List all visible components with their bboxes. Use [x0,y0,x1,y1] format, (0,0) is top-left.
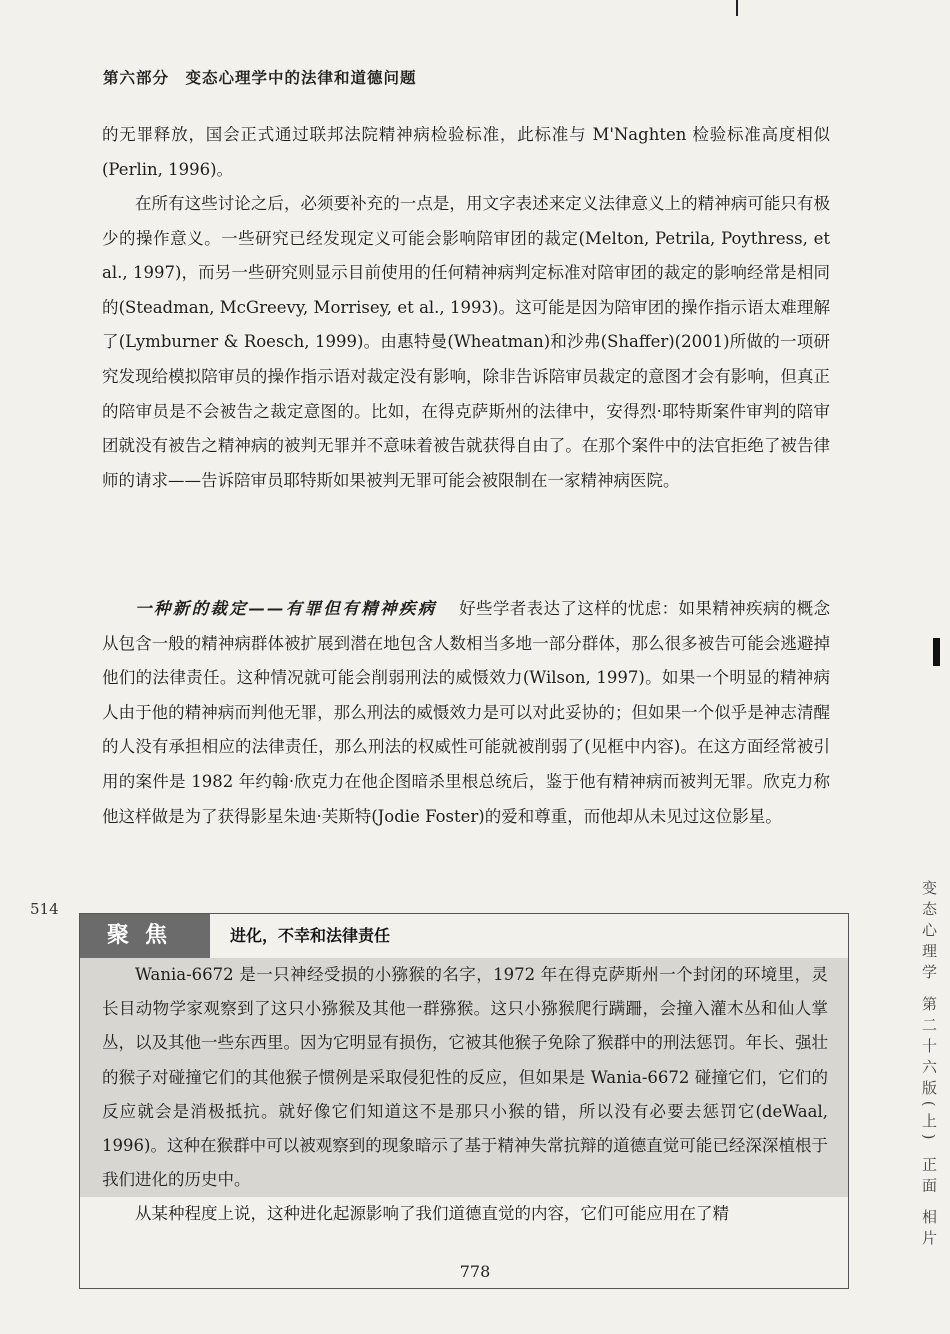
focus-box [79,913,849,1289]
focus-box-body [80,958,848,1232]
focus-box-title: 进化，不幸和法律责任 [230,926,391,945]
focus-tag: 聚焦 [80,914,210,958]
body-paragraph-1: 的无罪释放，国会正式通过联邦法院精神病检验标准，此标准与 M'Naghten 检验标准高度相似(Perlin, 1996)。 [102,125,830,179]
page-number: 778 [459,1262,491,1281]
spine-margin-text: 变态心理学 第二十六版(上) 正面 相片 [920,880,938,1252]
focus-box-header [80,914,848,960]
running-head: 第六部分 变态心理学中的法律和道德问题 [103,69,417,87]
section-lead-heading: 一种新的裁定——有罪但有精神疾病 [135,599,437,618]
body-paragraph-3 [102,592,830,834]
margin-page-number: 514 [30,900,59,918]
margin-marker-bar [933,638,940,666]
body-paragraph-2: 在所有这些讨论之后，必须要补充的一点是，用文字表述来定义法律意义上的精神病可能只有极少的操作意义。一些研究已经发现定义可能会影响陪审团的裁定(Melton, Petrila, Poythress, et al., 1997)，而另一些研究则显示目前使用的任何精神病判定标准对陪审团的裁定的影响经常是相同的(Steadman, McGreevy, Morrisey, et al., 1993)。这可能是因为陪审团的操作指示语太难理解了(Lymburner & Roesch, 1999)。由惠特曼(Wheatman)和沙弗(Shaffer)(2001)所做的一项研究发现给模拟陪审员的操作指示语对裁定没有影响，除非告诉陪审员裁定的意图才会有影响，但真正的陪审员是不会被告之裁定意图的。比如，在得克萨斯州的法律中，安得烈·耶特斯案件审判的陪审团就没有被告之精神病的被判无罪并不意味着被告就获得自由了。在那个案件中的法官拒绝了被告律师的请求——告诉陪审员耶特斯如果被判无罪可能会被限制在一家精神病医院。 [102,194,830,490]
section-paragraph-text: 好些学者表达了这样的忧虑：如果精神疾病的概念从包含一般的精神病群体被扩展到潜在地包含人数相当多地一部分群体，那么很多被告可能会逃避掉他们的法律责任。这种情况就可能会削弱刑法的威慑效力(Wilson, 1997)。如果一个明显的精神病人由于他的精神病而判他无罪，那么刑法的威慑效力是可以对此妥协的；但如果一个似乎是神志清醒的人没有承担相应的法律责任，那么刑法的权威性可能就被削弱了(见框中内容)。在这方面经常被引用的案件是 1982 年约翰·欣克力在他企图暗杀里根总统后，鉴于他有精神病而被判无罪。欣克力称他这样做是为了获得影星朱迪·芙斯特(Jodie Foster)的爱和尊重，而他却从未见过这位影星。 [102,599,831,826]
focus-paragraph-2: 从某种程度上说，这种进化起源影响了我们道德直觉的内容，它们可能应用在了精 [80,1197,848,1231]
top-edge-rule [736,0,738,16]
focus-paragraph-1: Wania-6672 是一只神经受损的小猕猴的名字，1972 年在得克萨斯州一个封闭的环境里，灵长目动物学家观察到了这只小猕猴及其他一群猕猴。这只小猕猴爬行蹒跚，会撞入灌木丛和仙人掌丛，以及其他一些东西里。因为它明显有损伤，它被其他猴子免除了猴群中的刑法惩罚。年长、强壮的猴子对碰撞它们的其他猴子惯例是采取侵犯性的反应，但如果是 Wania-6672 碰撞它们，它们的反应就会是消极抵抗。就好像它们知道这不是那只小猴的错，所以没有必要去惩罚它(deWaal, 1996)。这种在猴群中可以被观察到的现象暗示了基于精神失常抗辩的道德直觉可能已经深深植根于我们进化的历史中。 [102,965,828,1190]
